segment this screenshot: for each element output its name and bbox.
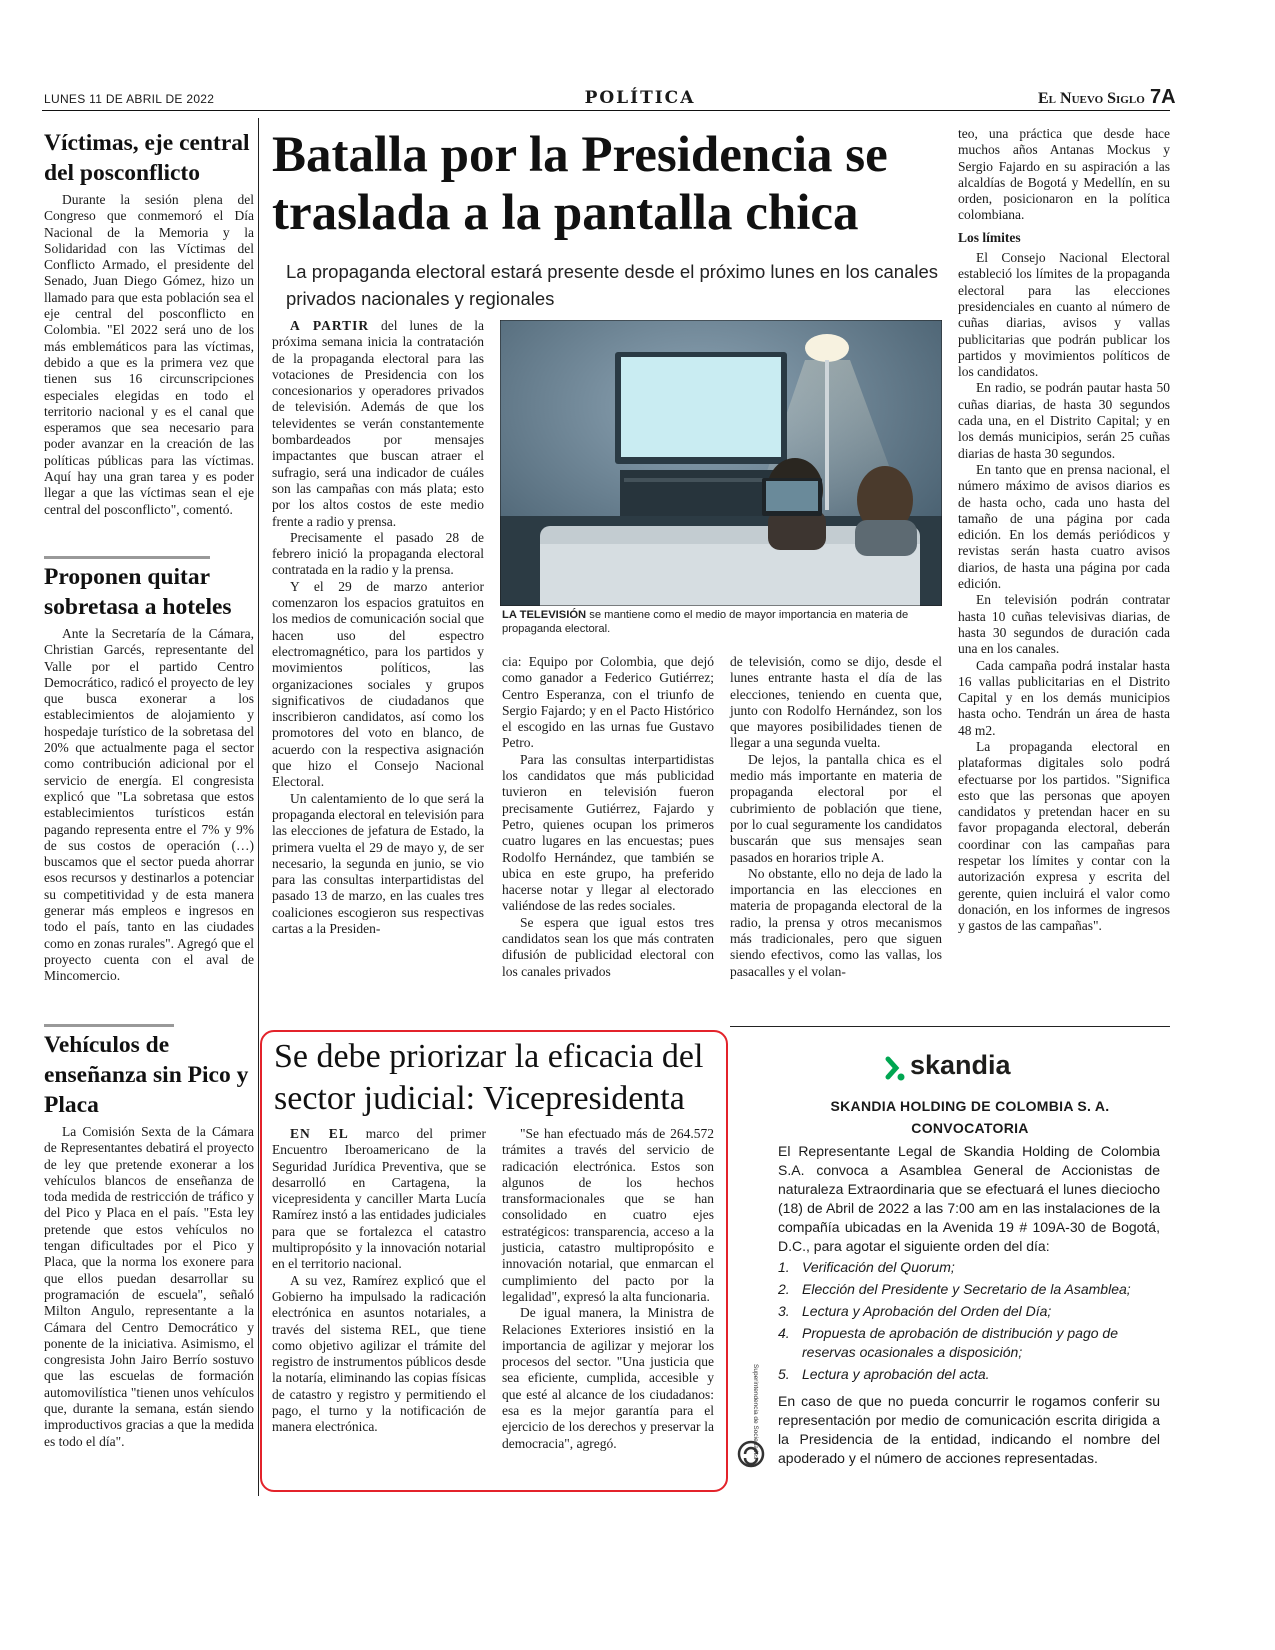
paragraph: de televisión, como se dijo, desde el lunes entrante hasta el día de las elecciones, teniendo en cuenta que, junto con Rodolfo Hernández, son los que mayores posibilidades tienen de llegar a una segunda vuelta. xyxy=(730,654,942,751)
skandia-logo: skandia xyxy=(910,1050,1011,1080)
newspaper-name: El Nuevo Siglo xyxy=(1038,90,1145,107)
ad-closing: En caso de que no pueda concurrir le rogamos conferir su representación por medio de comunicación escrita dirigida a la Presidencia de la entidad, indicando el nombre del apoderado y el número de acciones representadas. xyxy=(778,1393,1160,1466)
paragraph: "Se han efectuado más de 264.572 trámites a través del servicio de radicación electrónica. Estos son algunos de los hechos transformacionales que se han consolidado en cuatro ejes estratégicos: transparencia, acceso a la justicia, catastro multipropósito e innovación notarial, que enmarcan el cumplimiento del pacto por la legalidad", expresó la alta funcionaria. xyxy=(502,1126,714,1304)
lead-in: A PARTIR xyxy=(290,318,370,333)
agenda-item: 2. Elección del Presidente y Secretario de la Asamblea; xyxy=(778,1281,1131,1297)
paragraph: El Consejo Nacional Electoral estableció los límites de la propaganda electoral para las elecciones presidenciales en cuanto al número de cuñas diarias, avisos y vallas publicitarias que podrán publicar los partidos y movimientos políticos de los candidatos. xyxy=(958,250,1170,380)
caption-lead: LA TELEVISIÓN xyxy=(502,609,587,621)
subhead-los-limites: Los límites xyxy=(958,229,1021,245)
paragraph: En radio, se podrán pautar hasta 50 cuñas diarias, de hasta 30 segundos cada una, en el Distrito Capital; y en los demás municipios, serán 25 cuñas diarias de hasta 30 segundos. xyxy=(958,380,1170,461)
paragraph: De igual manera, la Ministra de Relaciones Exteriores insistió en la importancia de agilizar y mejorar los procesos del sector. "Una justicia que sea eficiente, cumplida, accesible y que esté al alcance de los ciudadanos: esa es la mejor garantía para el ejercicio de los derechos y preservar la democracia", agregó. xyxy=(502,1305,714,1451)
paragraph: Se espera que igual estos tres candidatos sean los que más contraten difusión de publicidad electoral con los canales privados xyxy=(502,914,714,979)
story-title-hoteles: Proponen quitar sobretasa a hoteles xyxy=(44,564,232,621)
paragraph: De lejos, la pantalla chica es el medio más importante en materia de propaganda electoral por el cubrimiento de población que tiene, por lo cual seguramente los candidatos buscarán que sus mensajes sean pasados en horarios triple A. xyxy=(730,751,942,865)
caption-text: se mantiene como el medio de mayor importancia en materia de propaganda electoral. xyxy=(502,609,909,635)
main-story-col4 xyxy=(958,126,1170,935)
lead-in: EN EL xyxy=(290,1126,349,1141)
edition-date: LUNES 11 DE ABRIL DE 2022 xyxy=(44,92,215,106)
photo-caption xyxy=(502,608,942,636)
paragraph: La Comisión Sexta de la Cámara de Representantes debatirá el proyecto de ley que pretende exonerar a los vehículos blancos de enseñanza de toda medida de restricción de tráfico y del Pico y Placa en el país. "Esta ley pretende que estos vehículos no tengan dificultades por el Pico y Placa, que la norma los exonere para que ellos puedan desarrollar su programación de escuela", señaló Milton Angulo, representante a la Cámara del Centro Democrático y ponente de la iniciativa. Asimismo, el congresista John Jairo Berrío sostuvo que las escuelas de formación automovilística "tienen unos vehículos que, durante la semana, están siendo improductivos gracias a que la medida es todo el día". xyxy=(44,1124,254,1449)
box-headline: Se debe priorizar la eficacia del sector judicial: Vicepresidenta xyxy=(274,1038,704,1117)
story-title-victimas: Víctimas, eje central del posconflicto xyxy=(44,130,250,187)
story-divider xyxy=(44,556,210,559)
section-divider xyxy=(730,1026,1170,1027)
agenda-item: 3. Lectura y Aprobación del Orden del Día; xyxy=(778,1303,1052,1319)
paragraph: Cada campaña podrá instalar hasta 16 vallas publicitarias en el Distrito Capital y en los demás municipios hasta ocho. Tendrán un área de hasta 48 m2. xyxy=(958,657,1170,738)
story-title-vehiculos: Vehículos de enseñanza sin Pico y Placa xyxy=(44,1032,249,1119)
paragraph: marco del primer Encuentro Iberoamericano de la Seguridad Jurídica Preventiva, que se desarrolló en Cartagena, la vicepresidenta y canciller Marta Lucía Ramírez instó a las entidades judiciales para que se fortalezca el catastro multipropósito y la innovación notarial en el territorio nacional. xyxy=(272,1126,487,1272)
story-body-vehiculos xyxy=(44,1124,254,1450)
story-divider xyxy=(44,1024,174,1027)
page-number: 7A xyxy=(1150,86,1176,108)
paragraph: A su vez, Ramírez explicó que el Gobierno ha impulsado la radicación electrónica en asuntos notariales, a través del sistema REL, que tiene como objetivo agilizar el trámite del registro de instrumentos públicos desde la notaría, eliminando las copias físicas de catastro y registro y permitiendo el pago, el turno y la notificación de manera electrónica. xyxy=(272,1272,486,1435)
paragraph: No obstante, ello no deja de lado la importancia en las elecciones en materia de propaganda electoral de la radio, la prensa y otros mecanismos más tradicionales, pero que siguen siendo efectivos, como las vallas, los pasacalles y el volan- xyxy=(730,865,942,979)
paragraph: del lunes de la próxima semana inicia la contratación de la propaganda electoral para las votaciones de Presidencia con los concesionarios y operadores privados de televisión. Además de que los televidentes se verán constantemente bombardeados por mensajes impactantes que buscan atraer el sufragio, será una indicador de cuáles son las campañas con más plata; esto por los altos costos de este medio frente a radio y prensa. xyxy=(272,318,485,529)
paragraph: En tanto que en prensa nacional, el número máximo de avisos diarios es de hasta ocho, cada uno hasta del tamaño de una página por cada edición. En los demás periódicos y revistas serán hasta cuatro avisos diarios, de hasta una página por cada edición. xyxy=(958,461,1170,592)
agenda-item: 5. Lectura y aprobación del acta. xyxy=(778,1366,990,1382)
section-name: POLÍTICA xyxy=(584,88,696,108)
photo-illustration xyxy=(500,320,942,606)
main-story-col2 xyxy=(502,654,714,980)
left-column-divider xyxy=(258,118,259,1496)
paragraph: Ante la Secretaría de la Cámara, Christian Garcés, representante del Valle por el partido Centro Democrático, radicó el proyecto de ley que busca exonerar a los establecimientos de alojamiento y hospedaje turístico de la sobretasa del 20% que actualmente paga el sector como contribución adicional por el servicio de energía. El congresista explicó que "La sobretasa que estos establecimientos turísticos están pagando representa entre el 7% y 9% de sus costos de operación (…) buscamos que el sector pueda ahorrar esos recursos y destinarlos a potenciar su competitividad y de esta manera generar más empleos e ingresos en todo el país, tanto en las ciudades como en zonas rurales". Agregó que el proyecto cuenta con el aval de Mincomercio. xyxy=(44,626,254,984)
paragraph: Para las consultas interpartidistas los candidatos que más publicidad tuvieron en televisión fueron precisamente Gutiérrez, Fajardo y Petro, quienes ocupan los primeros cuatro lugares en las encuestas; pues Rodolfo Hernández, que también se ubica en este grupo, ha preferido hacerse notar y llegar al electorado valiéndose de las redes sociales. xyxy=(502,751,714,914)
agenda-item: 1. Verificación del Quorum; xyxy=(778,1259,955,1275)
paragraph: Precisamente el pasado 28 de febrero inició la propaganda electoral contratada en la radio y la prensa. xyxy=(272,529,484,578)
seal-text: Superintendencia de Sociedades xyxy=(752,1364,759,1460)
tv-couple-photo xyxy=(500,320,942,606)
agenda-item: 4. Propuesta de aprobación de distribución y pago de reservas ocasionales a disposición; xyxy=(778,1325,1118,1360)
paragraph: teo, una práctica que desde hace muchos años Antanas Mockus y Sergio Fajardo en su aspiración a las alcaldías de Bogotá y Medellín, en su orden, posicionaron en la política colombiana. xyxy=(958,126,1170,223)
story-body-victimas xyxy=(44,192,254,518)
header-rule xyxy=(42,110,1170,111)
main-headline: Batalla por la Presidencia se traslada a la pantalla chica xyxy=(272,127,888,241)
ad-company-name: SKANDIA HOLDING DE COLOMBIA S. A. xyxy=(830,1098,1110,1114)
main-subheadline: La propaganda electoral estará presente desde el próximo lunes en los canales privados nacionales y regionales xyxy=(286,261,939,309)
ad-heading: CONVOCATORIA xyxy=(911,1120,1029,1136)
supersociedades-seal xyxy=(736,1362,766,1472)
box-story-col2 xyxy=(502,1126,714,1452)
paragraph: cia: Equipo por Colombia, que dejó como ganador a Federico Gutiérrez; Centro Esperanza, con el triunfo de Sergio Fajardo; y en el Pacto Histórico el escogido en las urnas fue Gustavo Petro. xyxy=(502,654,714,751)
paragraph: La propaganda electoral en plataformas digitales solo podrá efectuarse por los partidos. "Significa esto que las personas que apoyen candidatos y pretendan hacer en su favor propaganda electoral, deberán coordinar con las campañas para respetar los límites y contar con la autorización expresa y escrita del gerente, quien incluirá el valor como donación, en los informes de ingresos y gastos de las campañas". xyxy=(958,738,1170,934)
skandia-logo-mark-icon xyxy=(884,1056,906,1082)
main-story-col1 xyxy=(272,318,484,937)
ad-intro: El Representante Legal de Skandia Holding de Colombia S.A. convoca a Asamblea General de Accionistas de naturaleza Extraordinaria que se efectuará el lunes dieciocho (18) de Abril de 2022 a las 7:00 am en las instalaciones de la compañía ubicadas en la Avenida 19 # 109A-30 de Bogotá, D.C., para agotar el siguiente orden del día: xyxy=(778,1143,1160,1254)
paragraph: Y el 29 de marzo anterior comenzaron los espacios gratuitos en los medios de comunicación social que hacen uso del espectro electromagnético, para los partidos y movimientos políticos, las organizaciones sociales y grupos significativos de ciudadanos que inscribieron candidatos, así como los promotores del voto en blanco, de acuerdo con la respectiva asignación que hizo el Consejo Nacional Electoral. xyxy=(272,578,484,790)
paragraph: En televisión podrán contratar hasta 10 cuñas televisivas diarias, de hasta 30 segundos de duración cada una en los canales. xyxy=(958,592,1170,657)
paragraph: Durante la sesión plena del Congreso que conmemoró el Día Nacional de la Memoria y la Solidaridad con las Víctimas del Conflicto Armado, el presidente del Senado, Juan Diego Gómez, hizo un llamado para que esta población sea el eje central del posconflicto en Colombia. "El 2022 será uno de los más emblemáticos para las víctimas, debido a que es la primera vez que tienen sus 16 circunscripciones especiales elegidas en todo el territorio nacional y es el canal que esperamos que sea necesario para poder avanzar en la creación de las políticas públicas para las víctimas. Aquí hay una gran tarea y es poder llegar a que las víctimas sean el eje central del posconflicto", comentó. xyxy=(44,192,254,517)
ad-agenda-list xyxy=(778,1258,1160,1387)
box-story-col1 xyxy=(272,1126,486,1436)
main-story-col3 xyxy=(730,654,942,980)
story-body-hoteles xyxy=(44,626,254,985)
paragraph: Un calentamiento de lo que será la propaganda electoral en televisión para las elecciones de jefatura de Estado, la primera vuelta el 29 de mayo y, de ser necesario, la segunda en junio, se vio para las consultas interpartidistas del pasado 13 de marzo, en las cuales tres coaliciones escogieron sus respectivas cartas a la Presiden- xyxy=(272,790,484,936)
